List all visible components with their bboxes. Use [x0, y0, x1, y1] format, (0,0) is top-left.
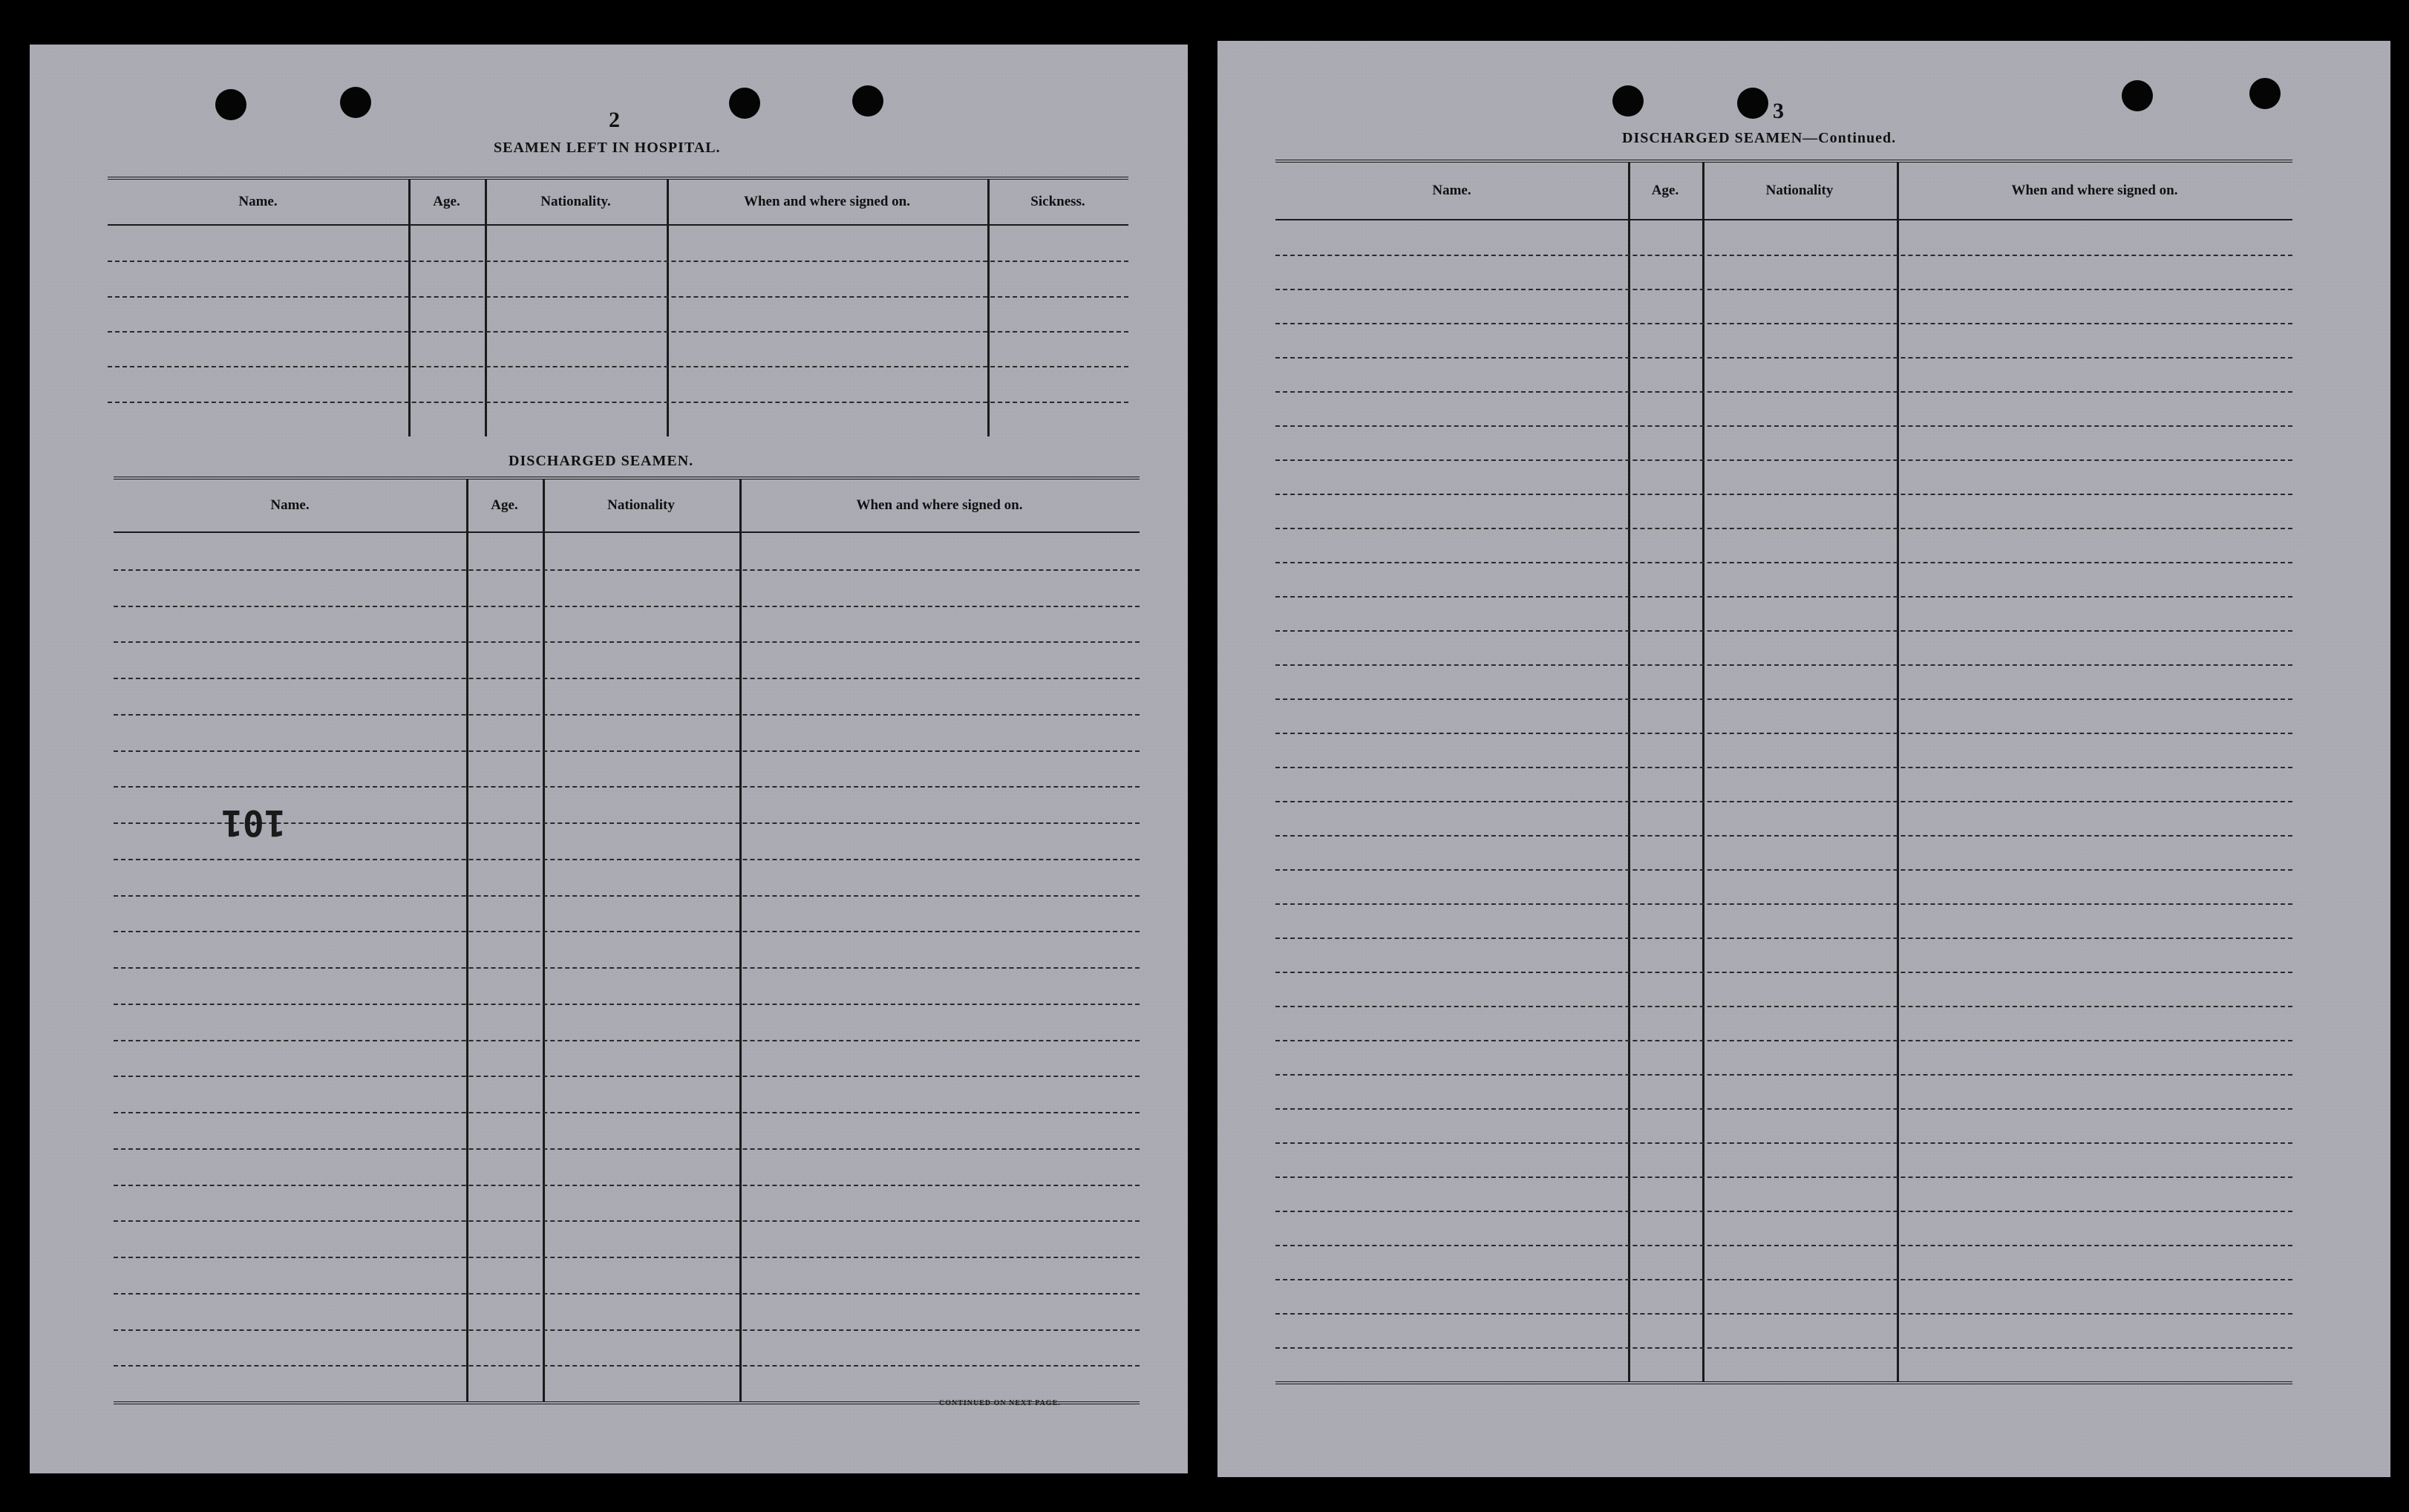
ruled-row-line — [1275, 255, 2292, 256]
discharged-continued-title: DISCHARGED SEAMEN—Continued. — [1622, 130, 1897, 146]
column-divider — [408, 180, 411, 436]
column-header-nationality: Nationality — [607, 497, 675, 513]
ruled-row-line — [1275, 1176, 2292, 1178]
left-page — [30, 45, 1188, 1473]
ruled-row-line — [1275, 289, 2292, 290]
ruled-row-line — [114, 1185, 1140, 1186]
punch-hole — [2122, 80, 2153, 111]
ruled-row-line — [1275, 801, 2292, 802]
column-divider — [739, 480, 742, 1401]
ruled-row-line — [1275, 767, 2292, 768]
column-header-signed-on: When and where signed on. — [2011, 183, 2178, 198]
ruled-row-line — [1275, 1347, 2292, 1349]
punch-hole — [1612, 85, 1644, 117]
column-divider — [485, 180, 487, 436]
column-divider — [987, 180, 990, 436]
ruled-row-line — [1275, 664, 2292, 666]
ruled-row-line — [1275, 1040, 2292, 1041]
ruled-row-line — [1275, 835, 2292, 837]
ruled-row-line — [114, 569, 1140, 571]
ruled-row-line — [1275, 1313, 2292, 1315]
ruled-row-line — [1275, 698, 2292, 700]
discharged-table-header — [114, 480, 1140, 533]
punch-hole — [340, 87, 371, 118]
column-header-age: Age. — [433, 194, 460, 209]
ruled-row-line — [114, 678, 1140, 679]
ruled-row-line — [114, 1076, 1140, 1077]
continued-note: CONTINUED ON NEXT PAGE. — [939, 1399, 1061, 1407]
ruled-row-line — [1275, 459, 2292, 461]
ruled-row-line — [1275, 869, 2292, 871]
stamp-number: 101 — [221, 802, 286, 843]
discharged-section-title: DISCHARGED SEAMEN. — [509, 453, 694, 469]
ruled-row-line — [1275, 1142, 2292, 1144]
ruled-row-line — [1275, 937, 2292, 939]
ruled-row-line — [1275, 1211, 2292, 1212]
column-divider — [1897, 163, 1899, 1381]
ruled-row-line — [1275, 733, 2292, 734]
column-divider — [466, 480, 468, 1401]
ruled-row-line — [1275, 630, 2292, 632]
hospital-table — [108, 177, 1128, 436]
ruled-row-line — [114, 1293, 1140, 1295]
ruled-row-line — [114, 641, 1140, 643]
hospital-table-header — [108, 180, 1128, 226]
page-number: 2 — [609, 108, 620, 132]
hospital-section-title: SEAMEN LEFT IN HOSPITAL. — [494, 140, 721, 156]
discharged-continued-table — [1275, 160, 2292, 1384]
column-header-age: Age. — [1651, 183, 1679, 198]
column-header-nationality: Nationality. — [540, 194, 611, 209]
ruled-row-line — [114, 1148, 1140, 1150]
ruled-row-line — [1275, 425, 2292, 427]
discharged-continued-header — [1275, 163, 2292, 220]
ruled-row-line — [1275, 1245, 2292, 1246]
ruled-row-line — [114, 967, 1140, 969]
ruled-row-line — [108, 402, 1128, 403]
ruled-row-line — [114, 1112, 1140, 1113]
column-divider — [1702, 163, 1704, 1381]
ruled-row-line — [114, 1257, 1140, 1258]
column-divider — [667, 180, 669, 436]
ruled-row-line — [108, 261, 1128, 262]
ruled-row-line — [114, 1329, 1140, 1331]
ruled-row-line — [108, 331, 1128, 333]
punch-hole — [1737, 88, 1768, 119]
ruled-row-line — [1275, 1279, 2292, 1280]
punch-hole — [2249, 78, 2281, 109]
ruled-row-line — [1275, 528, 2292, 529]
column-header-nationality: Nationality — [1765, 183, 1834, 198]
ruled-row-line — [114, 606, 1140, 607]
ruled-row-line — [1275, 357, 2292, 359]
column-header-signed-on: When and where signed on. — [743, 194, 910, 209]
ruled-row-line — [114, 895, 1140, 897]
punch-hole — [215, 89, 246, 120]
column-header-age: Age. — [491, 497, 518, 513]
ruled-row-line — [1275, 562, 2292, 563]
punch-hole — [729, 88, 760, 119]
ruled-row-line — [114, 1220, 1140, 1222]
discharged-table — [114, 477, 1140, 1404]
ruled-row-line — [1275, 903, 2292, 905]
ruled-row-line — [1275, 596, 2292, 598]
ruled-row-line — [114, 714, 1140, 716]
ruled-row-line — [114, 1365, 1140, 1367]
punch-hole — [852, 85, 883, 117]
ruled-row-line — [108, 296, 1128, 298]
ruled-row-line — [1275, 494, 2292, 495]
column-header-sickness: Sickness. — [1030, 194, 1085, 209]
column-header-name: Name. — [1432, 183, 1471, 198]
column-divider — [1628, 163, 1630, 1381]
ruled-row-line — [114, 750, 1140, 752]
ruled-row-line — [1275, 323, 2292, 324]
column-header-signed-on: When and where signed on. — [856, 497, 1023, 513]
ruled-row-line — [114, 1040, 1140, 1041]
ruled-row-line — [114, 931, 1140, 932]
ruled-row-line — [1275, 1074, 2292, 1076]
page-number: 3 — [1773, 99, 1784, 123]
column-header-name: Name. — [238, 194, 278, 209]
column-divider — [543, 480, 545, 1401]
ruled-row-line — [108, 366, 1128, 367]
column-header-name: Name. — [270, 497, 310, 513]
ruled-row-line — [1275, 391, 2292, 393]
ruled-row-line — [1275, 1006, 2292, 1007]
ruled-row-line — [114, 859, 1140, 860]
ruled-row-line — [114, 1004, 1140, 1005]
ruled-row-line — [1275, 1108, 2292, 1110]
ruled-row-line — [114, 786, 1140, 788]
ruled-row-line — [1275, 972, 2292, 973]
right-page — [1217, 41, 2390, 1477]
